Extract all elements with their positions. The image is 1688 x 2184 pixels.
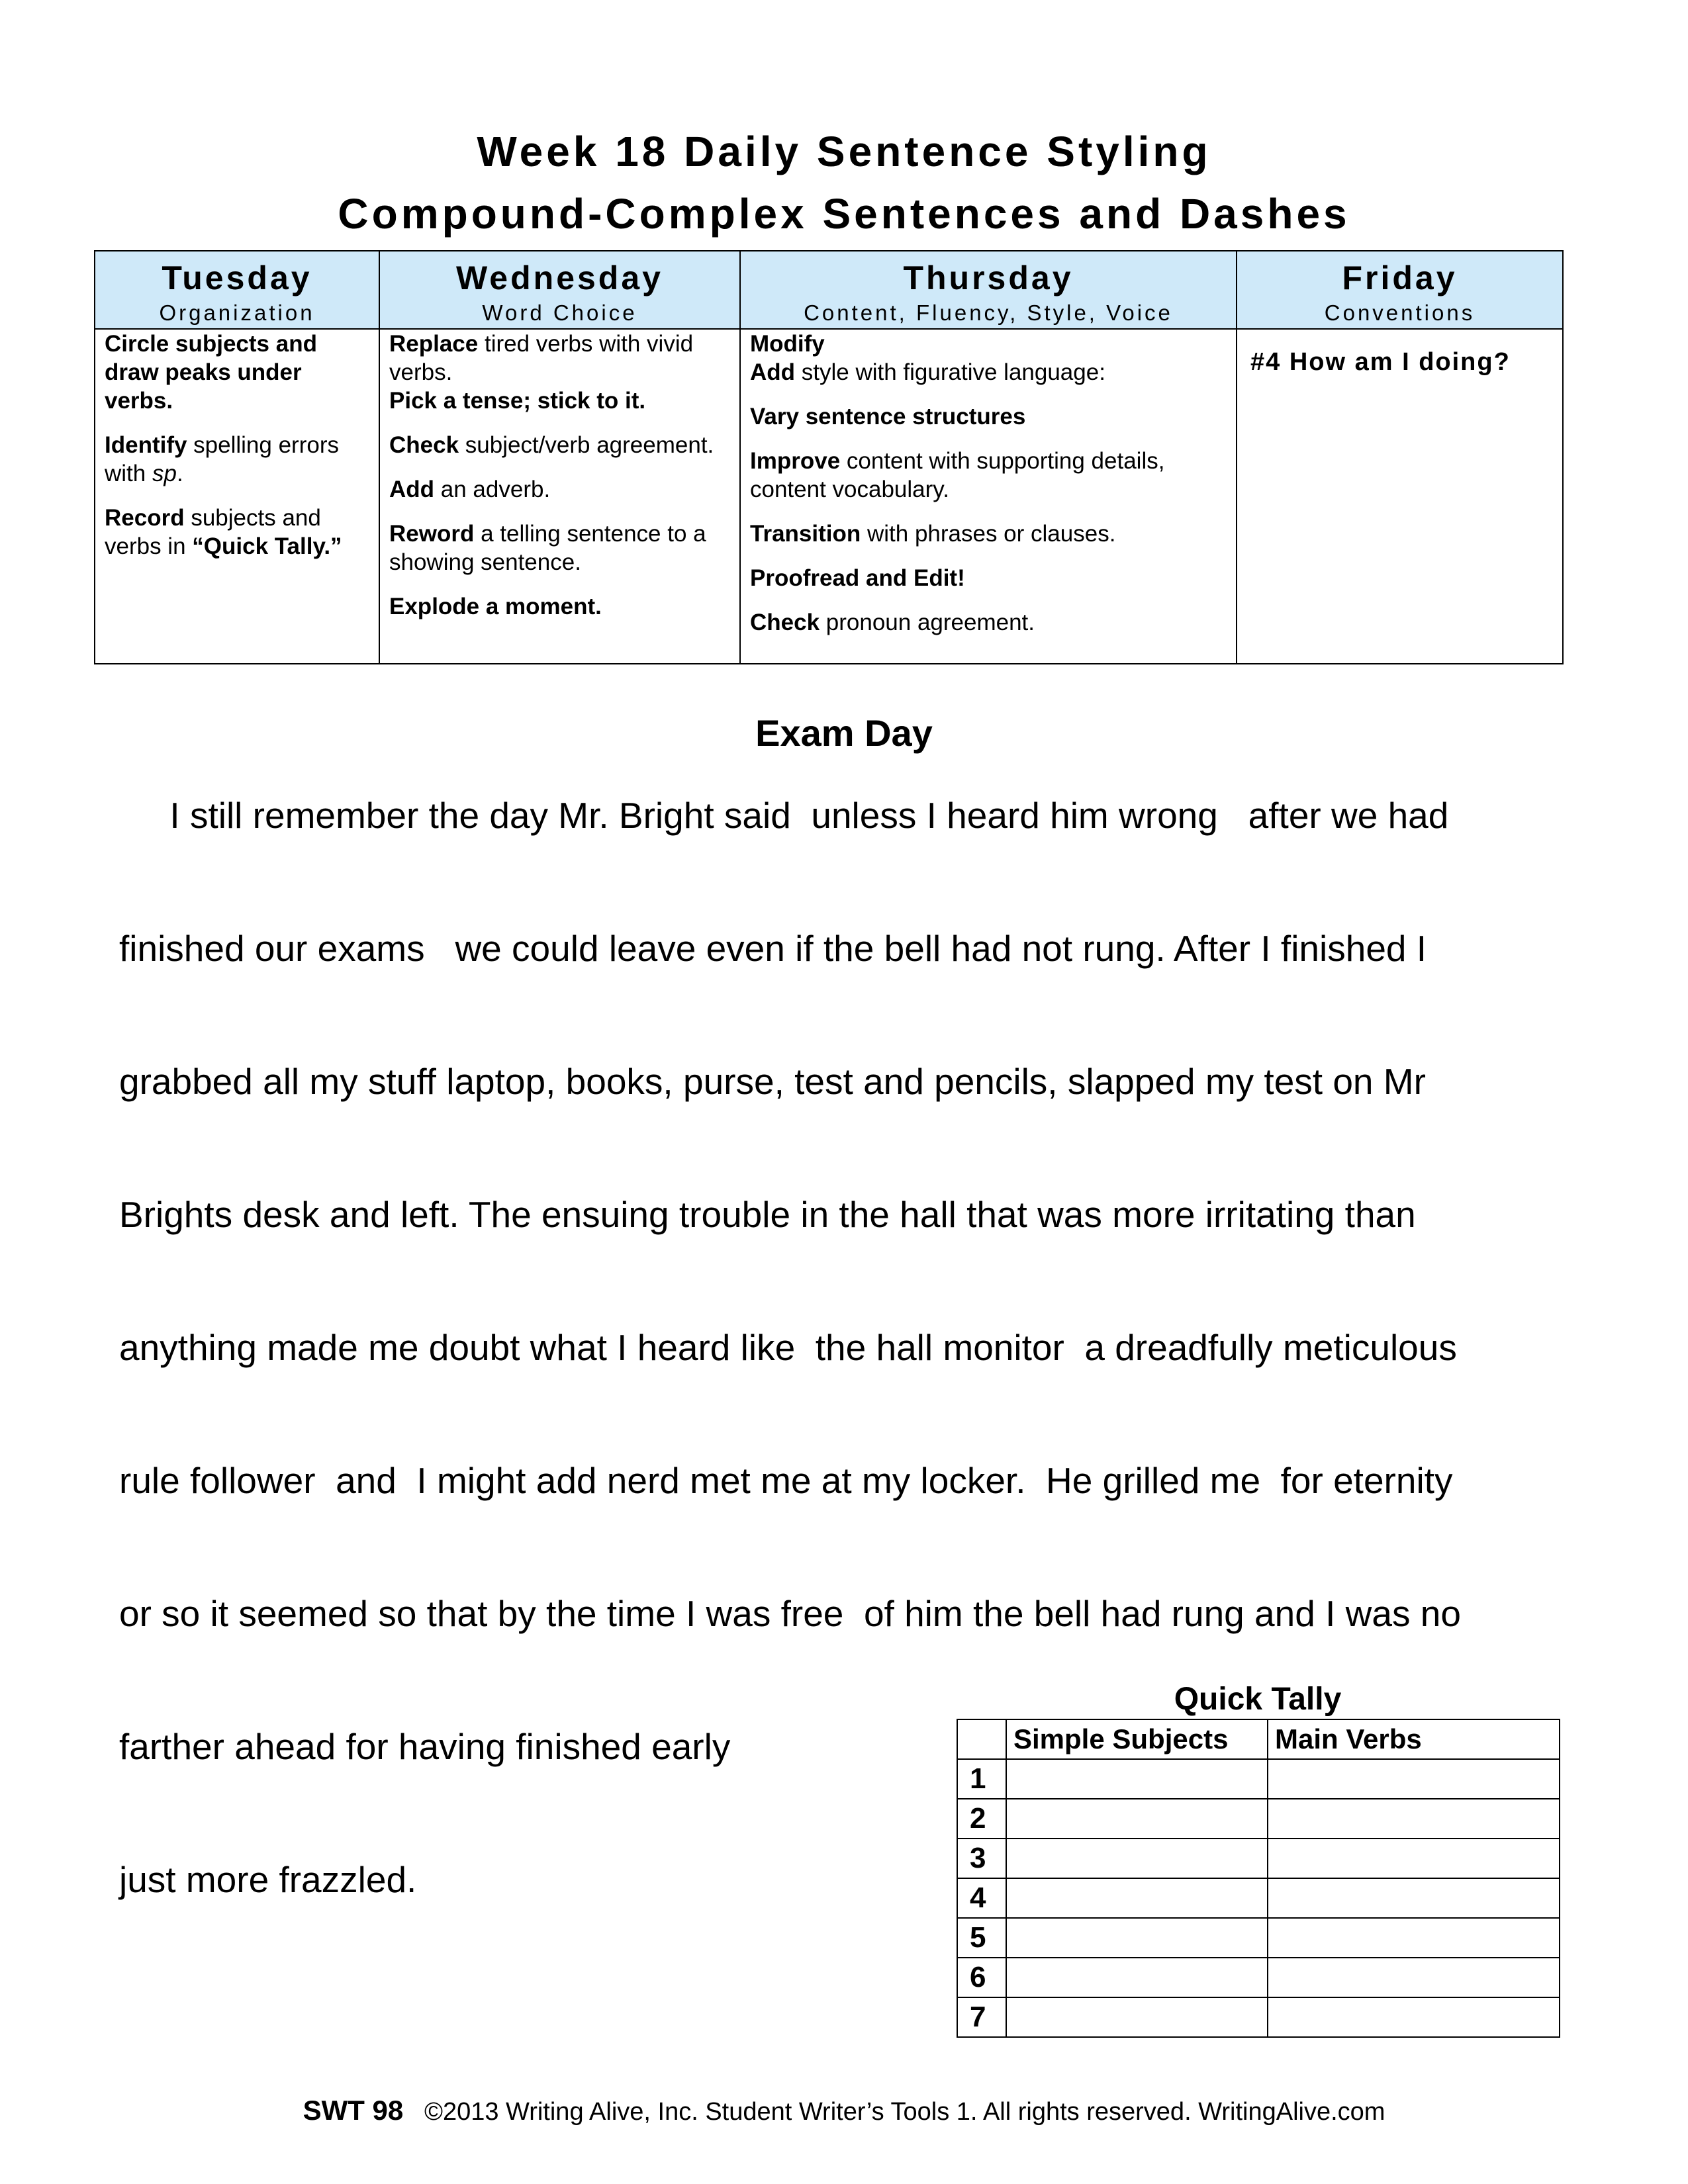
- task-item: Explode a moment.: [389, 594, 602, 619]
- worksheet-title-line2: Compound-Complex Sentences and Dashes: [338, 190, 1350, 238]
- verb-cell[interactable]: [1268, 1918, 1560, 1958]
- page-footer: [0, 2095, 1688, 2126]
- task-item: Proofread and Edit!: [750, 565, 965, 591]
- story-title: Exam Day: [755, 712, 933, 754]
- verb-cell[interactable]: [1268, 1997, 1560, 2037]
- col-friday: [1237, 251, 1563, 329]
- task-item: Record subjects and verbs in “Quick Tally.”: [105, 505, 342, 559]
- subject-cell[interactable]: [1006, 1839, 1268, 1878]
- category-label: Content, Fluency, Style, Voice: [804, 300, 1173, 325]
- task-item: Transition with phrases or clauses.: [750, 521, 1116, 547]
- verb-cell[interactable]: [1268, 1759, 1560, 1799]
- thursday-tasks: [740, 329, 1237, 664]
- row-number: 7: [957, 1997, 1006, 2037]
- table-row: [957, 1918, 1560, 1958]
- friday-tasks: [1237, 329, 1563, 664]
- task-item: Identify spelling errors with sp.: [105, 432, 339, 486]
- verb-cell[interactable]: [1268, 1878, 1560, 1918]
- task-item: Improve content with supporting details, content vocabulary.: [750, 448, 1165, 502]
- row-number: 3: [957, 1839, 1006, 1878]
- verb-cell[interactable]: [1268, 1799, 1560, 1839]
- day-label: Wednesday: [456, 259, 663, 296]
- footer-code: SWT 98: [303, 2095, 404, 2126]
- verb-cell[interactable]: [1268, 1839, 1560, 1878]
- day-label: Friday: [1342, 259, 1458, 296]
- table-row: [957, 1799, 1560, 1839]
- task-item: Add style with figurative language:: [750, 359, 1105, 385]
- col-tuesday: [95, 251, 379, 329]
- story-line: finished our exams we could leave even if the bell had not rung. After I finished I: [119, 928, 1427, 969]
- subject-cell[interactable]: [1006, 1759, 1268, 1799]
- task-item: Replace tired verbs with vivid verbs.: [389, 331, 694, 385]
- row-number: 6: [957, 1958, 1006, 1997]
- table-row: [957, 1878, 1560, 1918]
- row-number: 5: [957, 1918, 1006, 1958]
- subject-cell[interactable]: [1006, 1997, 1268, 2037]
- task-item: Check subject/verb agreement.: [389, 432, 714, 458]
- task-item: Vary sentence structures: [750, 404, 1026, 430]
- category-label: Conventions: [1324, 300, 1476, 325]
- story-line: rule follower and I might add nerd met me at my locker. He grilled me for eternity: [119, 1460, 1453, 1501]
- subject-cell[interactable]: [1006, 1878, 1268, 1918]
- quick-tally-table: [957, 1719, 1560, 2038]
- story-line: farther ahead for having finished early: [119, 1726, 731, 1767]
- tally-title: Quick Tally: [1174, 1682, 1342, 1717]
- task-item: Add an adverb.: [389, 477, 551, 502]
- day-label: Tuesday: [162, 259, 312, 296]
- tally-header-row: [957, 1719, 1560, 1759]
- story-line: or so it seemed so that by the time I was free of him the bell had rung and I was no: [119, 1593, 1461, 1634]
- row-number: 2: [957, 1799, 1006, 1839]
- story-line: Brights desk and left. The ensuing trouble in the hall that was more irritating than: [119, 1194, 1416, 1235]
- story-line: just more frazzled.: [119, 1859, 417, 1900]
- tuesday-tasks: [95, 329, 379, 664]
- tally-corner-cell: [957, 1719, 1006, 1759]
- story-line: grabbed all my stuff laptop, books, purse, test and pencils, slapped my test on Mr: [119, 1061, 1426, 1102]
- wednesday-tasks: [379, 329, 740, 664]
- table-row: [957, 1759, 1560, 1799]
- story-line: anything made me doubt what I heard like the hall monitor a dreadfully meticulous: [119, 1327, 1457, 1368]
- schedule-header-row: [95, 251, 1563, 329]
- schedule-table: [94, 250, 1564, 664]
- row-number: 1: [957, 1759, 1006, 1799]
- footer-copyright: ©2013 Writing Alive, Inc. Student Writer’s Tools 1. All rights reserved. WritingAlive.com: [403, 2098, 1385, 2126]
- col-wednesday: [379, 251, 740, 329]
- row-number: 4: [957, 1878, 1006, 1918]
- task-item: Modify: [750, 331, 825, 357]
- task-item: #4 How am I doing?: [1250, 348, 1511, 376]
- task-item: Circle subjects and draw peaks under verbs.: [105, 331, 317, 414]
- task-item: Reword a telling sentence to a showing sentence.: [389, 521, 706, 575]
- tally-header-subjects: Simple Subjects: [1006, 1719, 1268, 1759]
- category-label: Organization: [159, 300, 315, 325]
- verb-cell[interactable]: [1268, 1958, 1560, 1997]
- table-row: [957, 1997, 1560, 2037]
- category-label: Word Choice: [482, 300, 637, 325]
- schedule-body-row: [95, 329, 1563, 664]
- table-row: [957, 1958, 1560, 1997]
- col-thursday: [740, 251, 1237, 329]
- task-item: Pick a tense; stick to it.: [389, 388, 646, 414]
- table-row: [957, 1839, 1560, 1878]
- worksheet-title-line1: Week 18 Daily Sentence Styling: [477, 128, 1211, 175]
- subject-cell[interactable]: [1006, 1799, 1268, 1839]
- day-label: Thursday: [903, 259, 1074, 296]
- tally-header-verbs: Main Verbs: [1268, 1719, 1560, 1759]
- subject-cell[interactable]: [1006, 1958, 1268, 1997]
- task-item: Check pronoun agreement.: [750, 610, 1035, 635]
- story-line: I still remember the day Mr. Bright said unless I heard him wrong after we had: [119, 795, 1449, 836]
- subject-cell[interactable]: [1006, 1918, 1268, 1958]
